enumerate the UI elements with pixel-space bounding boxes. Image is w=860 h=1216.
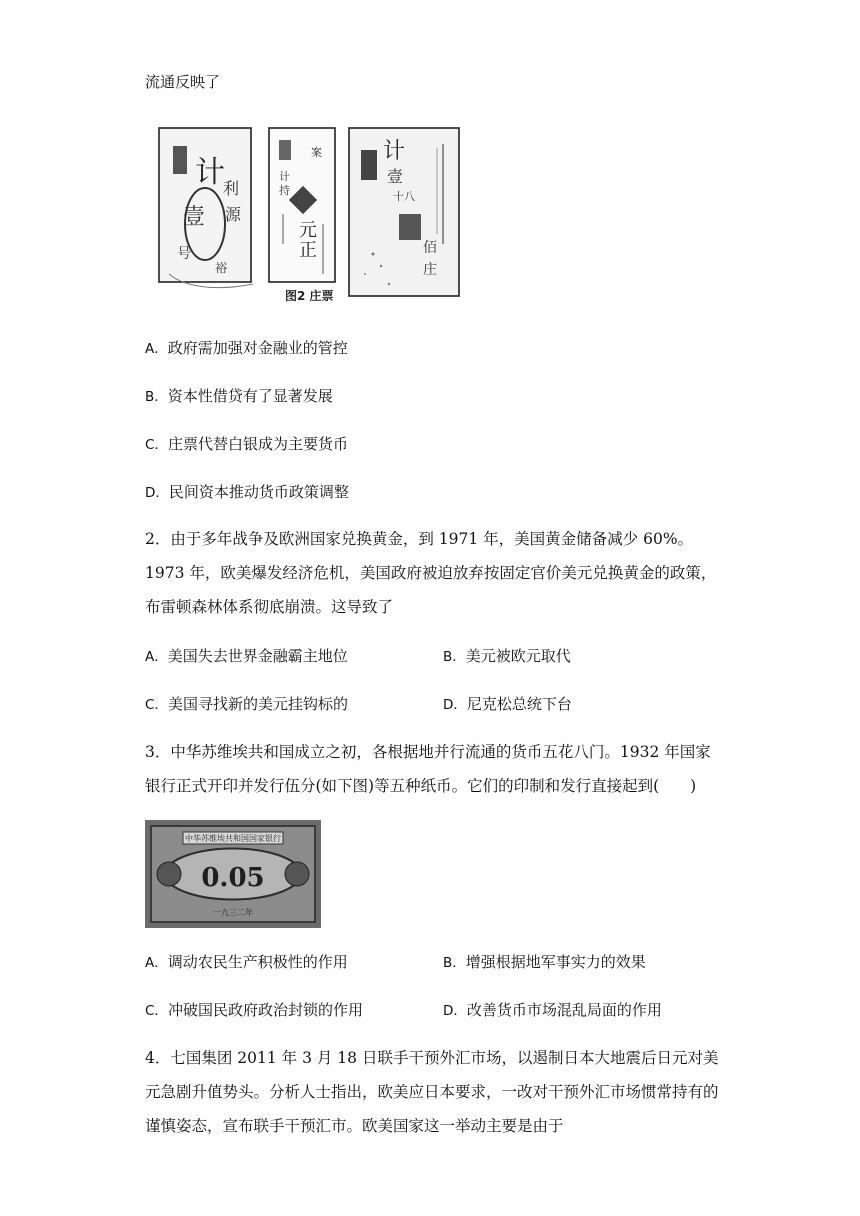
- svg-text:正: 正: [299, 240, 317, 261]
- svg-text:计: 计: [195, 155, 225, 190]
- option-key: A．: [145, 955, 168, 971]
- option-text: 美元被欧元取代: [465, 647, 571, 665]
- option-key: A．: [145, 341, 168, 357]
- zhuangpiao-figure: [153, 124, 473, 308]
- svg-text:号: 号: [177, 246, 191, 262]
- q4-stem: 4．七国集团 2011 年 3 月 18 日联手干预外汇市场，以遏制日本大地震后日元对美元急剧升值势头。分析人士指出，欧美应日本要求，一改对干预外汇市场惯常持有的谨慎姿态，宣布联手干预汇市。欧美国家这一举动主要是由于: [145, 1049, 719, 1135]
- option-text: 增强根据地军事实力的效果: [465, 953, 646, 971]
- option-key: C．: [145, 437, 168, 453]
- svg-text:利: 利: [223, 179, 240, 198]
- q2-option-a: [145, 646, 348, 667]
- svg-text:案: 案: [311, 146, 322, 159]
- option-key: B．: [145, 389, 168, 405]
- option-text: 冲破国民政府政治封锁的作用: [167, 1001, 363, 1019]
- figure-caption: 图2 庄票: [285, 289, 334, 303]
- q1-option-b: [145, 386, 333, 407]
- option-key: D．: [145, 485, 169, 501]
- svg-text:庄: 庄: [423, 262, 437, 278]
- option-text: 美国寻找新的美元挂钩标的: [167, 695, 348, 713]
- option-key: B．: [443, 649, 466, 665]
- note-3-image: [349, 128, 459, 296]
- option-text: 庄票代替白银成为主要货币: [167, 435, 348, 453]
- q3-option-c: [145, 1000, 363, 1021]
- lead-line: 流通反映了: [145, 73, 221, 91]
- svg-text:裕: 裕: [215, 261, 228, 275]
- option-text: 改善货币市场混乱局面的作用: [466, 1001, 662, 1019]
- option-key: D．: [443, 697, 467, 713]
- banknote-value: 0.05: [201, 863, 265, 893]
- svg-text:壹: 壹: [183, 205, 206, 230]
- svg-text:计: 计: [383, 139, 406, 164]
- option-text: 民间资本推动货币政策调整: [168, 483, 349, 501]
- svg-text:壹: 壹: [387, 167, 404, 186]
- q1-option-c: [145, 434, 348, 455]
- banknote-figure: [145, 820, 321, 928]
- svg-text:源: 源: [225, 205, 242, 224]
- option-text: 调动农民生产积极性的作用: [167, 953, 348, 971]
- svg-text:元: 元: [299, 220, 317, 241]
- note-2-image: [269, 128, 335, 282]
- q2-option-c: [145, 694, 348, 715]
- option-key: A．: [145, 649, 168, 665]
- q3-stem: 3．中华苏维埃共和国成立之初，各根据地并行流通的货币五花八门。1932 年国家银行正式开印并发行伍分(如下图)等五种纸币。它们的印制和发行直接起到( ): [145, 743, 711, 795]
- option-key: D．: [443, 1003, 467, 1019]
- banknote-issuer-text: 中华苏维埃共和国国家银行: [185, 834, 281, 843]
- option-key: B．: [443, 955, 466, 971]
- q3-option-a: [145, 952, 348, 973]
- banknote-year-text: 一九三二年: [213, 908, 253, 917]
- q2-option-d: [443, 694, 572, 715]
- note-1-image: [159, 128, 253, 288]
- svg-text:计: 计: [279, 170, 290, 183]
- q1-option-a: [145, 338, 348, 359]
- option-text: 政府需加强对金融业的管控: [167, 339, 348, 357]
- option-text: 美国失去世界金融霸主地位: [167, 647, 348, 665]
- svg-text:十八: 十八: [393, 190, 415, 203]
- option-text: 尼克松总统下台: [466, 695, 572, 713]
- option-key: C．: [145, 697, 168, 713]
- q1-option-d: [145, 482, 349, 503]
- q2-option-b: [443, 646, 571, 667]
- q3-option-d: [443, 1000, 662, 1021]
- q3-option-b: [443, 952, 646, 973]
- svg-text:持: 持: [279, 184, 290, 197]
- option-key: C．: [145, 1003, 168, 1019]
- svg-text:佰: 佰: [423, 240, 437, 256]
- option-text: 资本性借贷有了显著发展: [167, 387, 333, 405]
- q2-stem: 2．由于多年战争及欧洲国家兑换黄金，到 1971 年，美国黄金储备减少 60%。1973 年，欧美爆发经济危机，美国政府被迫放弃按固定官价美元兑换黄金的政策，布雷顿森林体系彻底崩溃。这导致了: [145, 530, 717, 616]
